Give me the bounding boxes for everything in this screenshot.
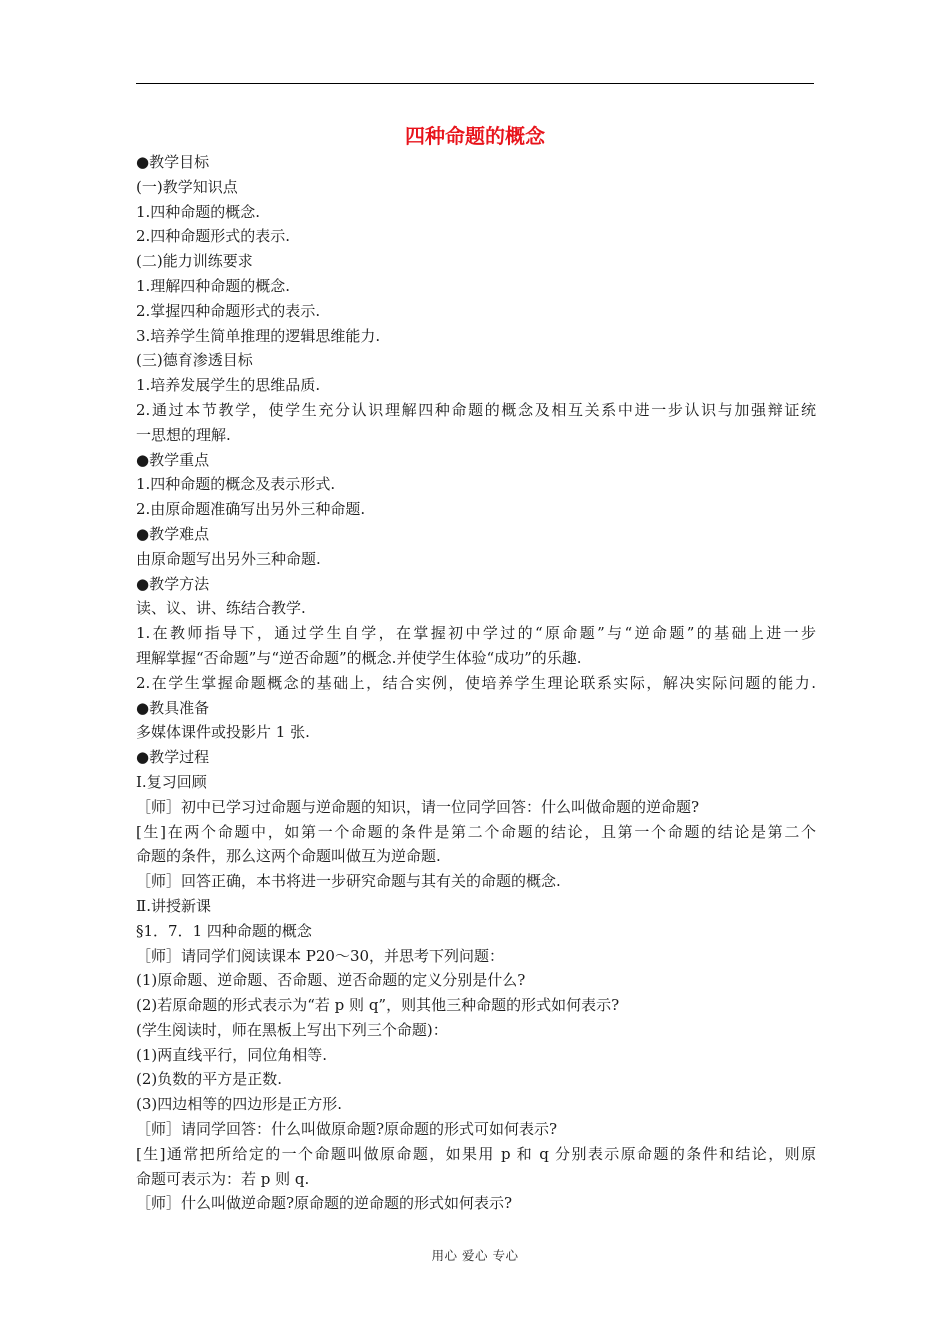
text-line: ［师］什么叫做逆命题?原命题的逆命题的形式如何表示? bbox=[136, 1194, 513, 1213]
text-line: 多媒体课件或投影片 1 张. bbox=[136, 723, 310, 742]
text-line: §1．7．1 四种命题的概念 bbox=[136, 921, 312, 940]
text-line: ●教学过程 bbox=[136, 748, 210, 767]
text-line: 2.通过本节教学，使学生充分认识理解四种命题的概念及相互关系中进一步认识与加强辩证统 bbox=[136, 400, 816, 419]
text-line: 1.四种命题的概念及表示形式. bbox=[136, 475, 336, 494]
header-rule bbox=[136, 83, 814, 84]
text-line: (2)若原命题的形式表示为“若 p 则 q”，则其他三种命题的形式如何表示? bbox=[136, 996, 620, 1015]
text-line: 由原命题写出另外三种命题. bbox=[136, 549, 321, 568]
text-line: 读、议、讲、练结合教学. bbox=[136, 599, 306, 618]
text-line: 2.掌握四种命题形式的表示. bbox=[136, 301, 321, 320]
page-footer: 用心 爱心 专心 bbox=[431, 1248, 519, 1263]
text-line: 2.由原命题准确写出另外三种命题. bbox=[136, 500, 366, 519]
text-line: 2.四种命题形式的表示. bbox=[136, 227, 291, 246]
text-line: 1.培养发展学生的思维品质. bbox=[136, 376, 321, 395]
text-line: (学生阅读时，师在黑板上写出下列三个命题)： bbox=[136, 1020, 448, 1039]
text-line: 3.培养学生简单推理的逻辑思维能力. bbox=[136, 326, 381, 345]
text-line: (1)原命题、逆命题、否命题、逆否命题的定义分别是什么? bbox=[136, 971, 526, 990]
text-line: [生]在两个命题中，如第一个命题的条件是第二个命题的结论，且第一个命题的结论是第二个 bbox=[136, 822, 816, 841]
text-line: (三)德育渗透目标 bbox=[136, 351, 253, 370]
text-line: 理解掌握“否命题”与“逆否命题”的概念.并使学生体验“成功”的乐趣. bbox=[136, 648, 582, 667]
text-line: ●教学方法 bbox=[136, 574, 210, 593]
text-line: (二)能力训练要求 bbox=[136, 252, 253, 271]
text-line: 1.在教师指导下，通过学生自学，在掌握初中学过的“原命题”与“逆命题”的基础上进一步 bbox=[136, 624, 816, 643]
text-line: Ⅱ.讲授新课 bbox=[136, 896, 211, 915]
text-line: (2)负数的平方是正数. bbox=[136, 1070, 283, 1089]
text-line: 2.在学生掌握命题概念的基础上，结合实例，使培养学生理论联系实际，解决实际问题的能力. bbox=[136, 673, 816, 692]
text-line: 命题可表示为：若 p 则 q. bbox=[136, 1169, 310, 1188]
text-line: ●教学重点 bbox=[136, 450, 210, 469]
text-line: ●教具准备 bbox=[136, 698, 210, 717]
text-line: (1)两直线平行，同位角相等. bbox=[136, 1045, 328, 1064]
text-line: 1.理解四种命题的概念. bbox=[136, 276, 291, 295]
text-line: ●教学目标 bbox=[136, 153, 210, 171]
text-line: Ⅰ.复习回顾 bbox=[136, 772, 207, 791]
text-line: ［师］请同学回答：什么叫做原命题?原命题的形式可如何表示? bbox=[136, 1120, 558, 1139]
text-line: [生]通常把所给定的一个命题叫做原命题，如果用 p 和 q 分别表示原命题的条件和结论，则原 bbox=[136, 1144, 816, 1163]
document-body bbox=[136, 150, 816, 1216]
text-line: ［师］回答正确，本书将进一步研究命题与其有关的命题的概念. bbox=[136, 872, 561, 891]
text-line: (一)教学知识点 bbox=[136, 177, 238, 196]
text-line: ［师］初中已学习过命题与逆命题的知识，请一位同学回答：什么叫做命题的逆命题? bbox=[136, 797, 700, 816]
text-line: ［师］请同学们阅读课本 P20～30，并思考下列问题： bbox=[136, 946, 505, 965]
text-line: (3)四边相等的四边形是正方形. bbox=[136, 1095, 343, 1114]
text-line: 1.四种命题的概念. bbox=[136, 202, 261, 221]
text-line: ●教学难点 bbox=[136, 524, 210, 543]
document-title: 四种命题的概念 bbox=[405, 124, 545, 148]
text-line: 一思想的理解. bbox=[136, 425, 231, 444]
text-line: 命题的条件，那么这两个命题叫做互为逆命题. bbox=[136, 847, 441, 866]
